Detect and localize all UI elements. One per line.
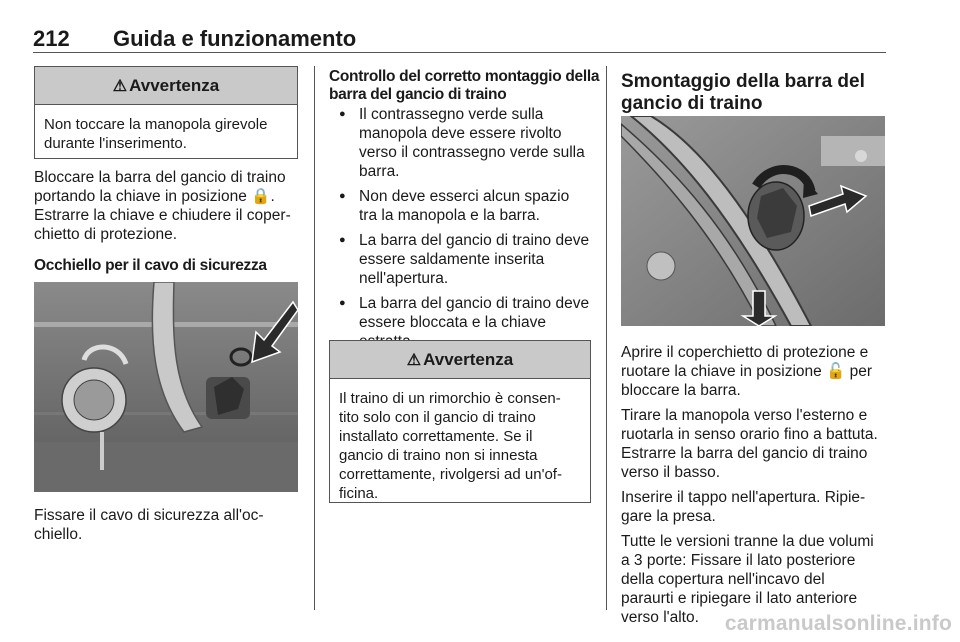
paragraph <box>621 406 891 482</box>
text-line: manopola deve essere rivolto <box>359 125 562 142</box>
text-line: ● Non deve esserci alcun spazio <box>359 188 570 205</box>
text-line: Tutte le versioni tranne la due volumi <box>621 533 874 550</box>
text-line: ● La barra del gancio di traino deve <box>359 295 590 312</box>
removal-photo <box>621 116 885 326</box>
section-heading-check <box>329 68 604 104</box>
text-line: ● La barra del gancio di traino deve <box>359 232 590 249</box>
text-line: Inserire il tappo nell'apertura. Ripie- <box>621 489 866 506</box>
warning-line: tito solo con il gancio di traino <box>339 409 536 426</box>
text-line: ruotare la chiave in posizione 🔓 per <box>621 363 873 380</box>
warning-line: gancio di traino non si innesta <box>339 447 538 464</box>
text-line: nell'apertura. <box>359 270 449 287</box>
text-line: bloccare la barra. <box>621 382 741 399</box>
heading-line: gancio di traino <box>621 93 763 114</box>
section-heading-removal <box>621 71 891 115</box>
warning-text <box>330 379 590 512</box>
text-line: gare la presa. <box>621 508 716 525</box>
text-line: Fissare il cavo di sicurezza all'oc- <box>34 507 264 524</box>
text-line: ruotarla in senso orario fino a battuta. <box>621 426 878 443</box>
subheading-safety-eye: Occhiello per il cavo di sicurezza <box>34 257 267 274</box>
warning-line: Il traino di un rimorchio è consen- <box>339 390 561 407</box>
text-line: Estrarre la chiave e chiudere il coper- <box>34 207 291 224</box>
text-line: a 3 porte: Fissare il lato posteriore <box>621 552 856 569</box>
text-line: ● Il contrassegno verde sulla <box>359 106 544 123</box>
text-line: Aprire il coperchietto di protezione e <box>621 344 869 361</box>
paragraph-lock <box>34 168 309 244</box>
text-line: paraurti e ripiegare il lato anteriore <box>621 590 858 607</box>
warning-triangle-icon: ⚠ <box>112 77 128 95</box>
caption-safety-eye <box>34 506 309 544</box>
removal-text <box>621 343 891 627</box>
text-line: barra. <box>359 163 400 180</box>
list-item <box>329 187 597 225</box>
warning-box <box>329 340 591 503</box>
heading-line: Controllo del corretto montaggio della <box>329 68 600 85</box>
header-rule <box>33 52 886 53</box>
text-line: Tirare la manopola verso l'esterno e <box>621 407 868 424</box>
safety-eye-photo <box>34 282 298 492</box>
text-line: essere bloccata e la chiave <box>359 314 546 331</box>
text-line: Bloccare la barra del gancio di traino <box>34 169 286 186</box>
text-line: portando la chiave in posizione 🔒. <box>34 188 275 205</box>
warning-box <box>34 66 298 159</box>
heading-line: Smontaggio della barra del <box>621 71 865 92</box>
warning-line: correttamente, rivolgersi ad un'of- <box>339 466 562 483</box>
page-number: 212 <box>33 26 70 51</box>
warning-triangle-icon: ⚠ <box>406 351 422 369</box>
text-line: Estrarre la barra del gancio di traino <box>621 445 868 462</box>
column-divider-1 <box>314 66 315 610</box>
paragraph <box>621 343 891 400</box>
warning-header <box>330 341 590 379</box>
warning-text <box>35 105 297 162</box>
paragraph <box>621 488 891 526</box>
list-item <box>329 231 597 288</box>
text-line: verso il contrassegno verde sulla <box>359 144 585 161</box>
warning-line: durante l'inserimento. <box>44 135 187 152</box>
warning-header <box>35 67 297 105</box>
heading-line: barra del gancio di traino <box>329 86 507 103</box>
warning-line: Non toccare la manopola girevole <box>44 116 268 133</box>
column-divider-2 <box>606 66 607 610</box>
list-item <box>329 105 597 181</box>
text-line: chiello. <box>34 526 83 543</box>
text-line: essere saldamente inserita <box>359 251 545 268</box>
text-line: verso il basso. <box>621 464 721 481</box>
warning-line: ficina. <box>339 485 379 502</box>
text-line: chietto di protezione. <box>34 226 178 243</box>
warning-line: installato correttamente. Se il <box>339 428 533 445</box>
check-list <box>329 105 597 357</box>
warning-heading: Avvertenza <box>423 349 514 369</box>
text-line: tra la manopola e la barra. <box>359 207 540 224</box>
page-title: Guida e funzionamento <box>113 26 357 51</box>
watermark: carmanualsonline.info <box>724 612 952 635</box>
text-line: verso l'alto. <box>621 609 699 626</box>
warning-heading: Avvertenza <box>129 75 220 95</box>
text-line: della copertura nell'incavo del <box>621 571 825 588</box>
